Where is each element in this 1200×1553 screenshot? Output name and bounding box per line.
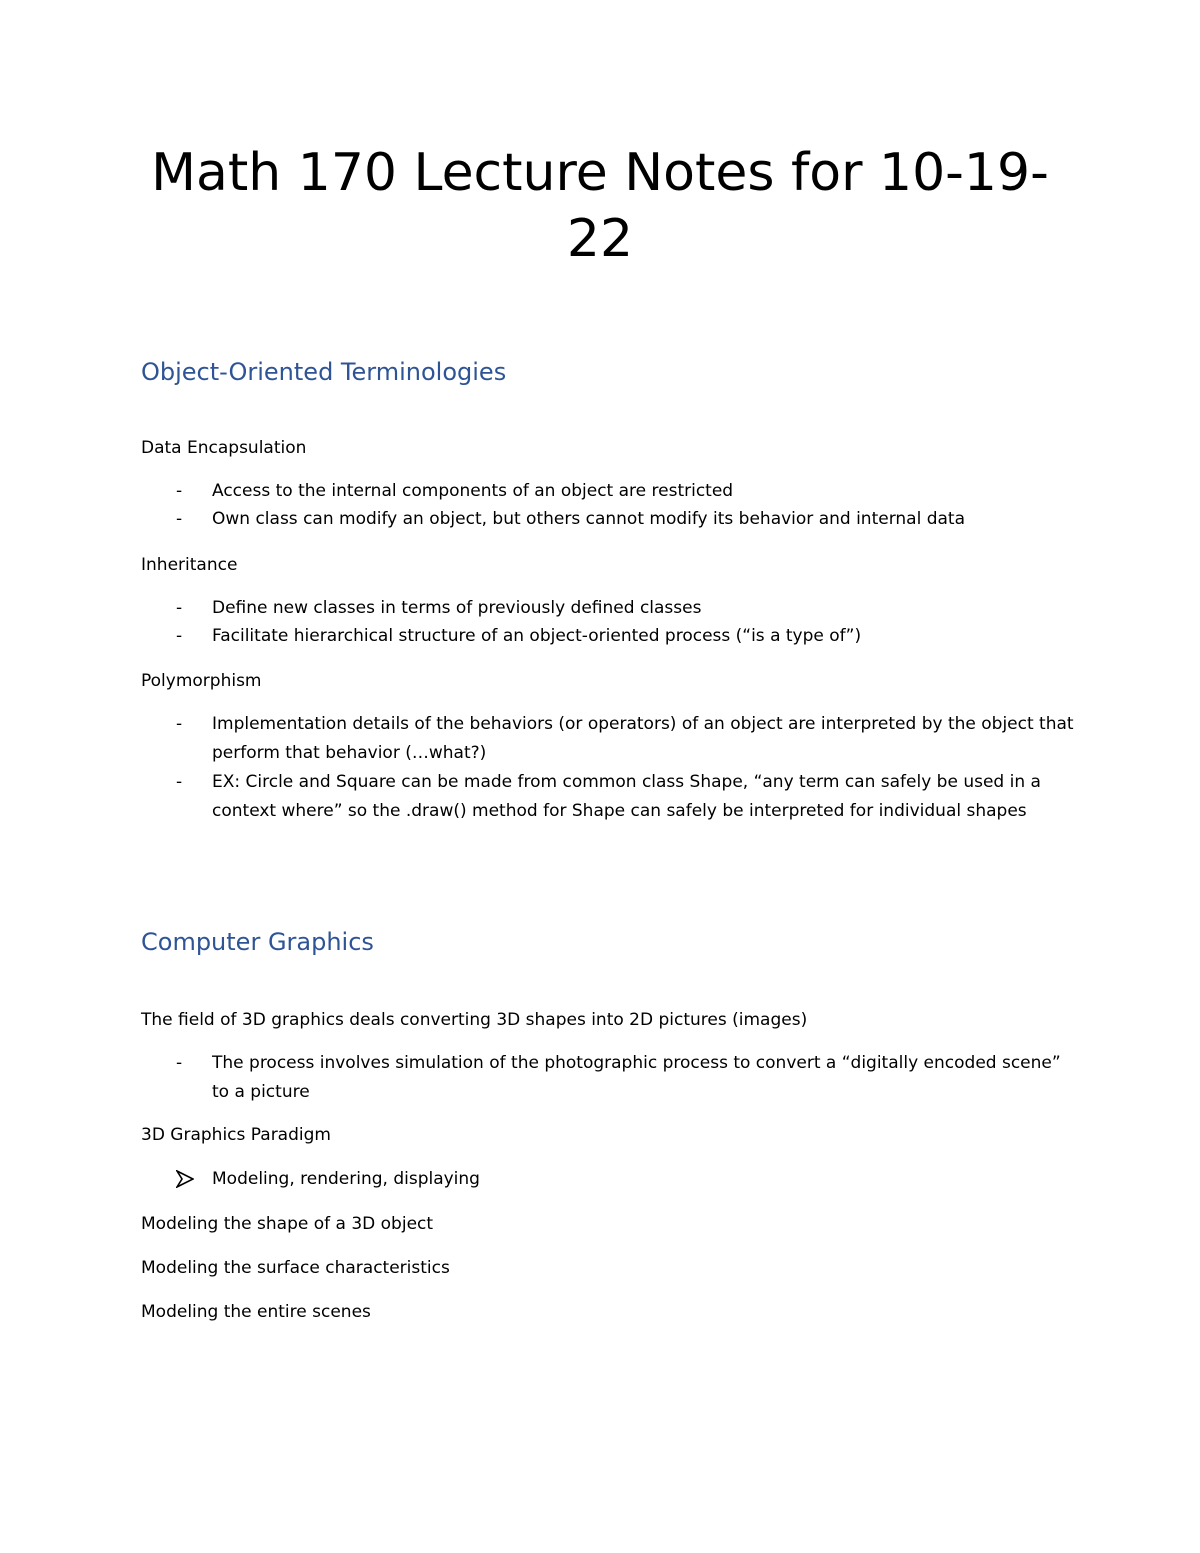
list-item xyxy=(176,477,1076,506)
list-item-text: Own class can modify an object, but others cannot modify its behavior and internal data xyxy=(212,509,965,529)
list-item xyxy=(176,768,1076,825)
dash-marker: - xyxy=(176,509,183,529)
list-item-text: Define new classes in terms of previously defined classes xyxy=(212,598,702,618)
modeling-line: Modeling the shape of a 3D object xyxy=(141,1214,434,1234)
list-item xyxy=(176,710,1076,767)
label-polymorphism: Polymorphism xyxy=(141,671,262,691)
list-item xyxy=(176,505,1076,534)
dash-marker: - xyxy=(176,598,183,618)
document-title xyxy=(120,140,1080,272)
list-item xyxy=(176,594,1076,623)
list-item xyxy=(176,622,1076,651)
section-heading-computer-graphics: Computer Graphics xyxy=(141,928,374,956)
dash-marker: - xyxy=(176,626,183,646)
dash-marker: - xyxy=(176,1053,183,1073)
list-item-text: Access to the internal components of an object are restricted xyxy=(212,481,734,501)
list-item-text: The process involves simulation of the photographic process to convert a “digitally encoded scene” to a picture xyxy=(212,1053,1061,1102)
dash-marker: - xyxy=(176,714,183,734)
modeling-line: Modeling the entire scenes xyxy=(141,1302,371,1322)
list-item xyxy=(176,1049,1076,1106)
arrow-bullet-icon xyxy=(176,1170,194,1188)
modeling-line: Modeling the surface characteristics xyxy=(141,1258,450,1278)
label-data-encapsulation: Data Encapsulation xyxy=(141,438,307,458)
label-3d-graphics-paradigm: 3D Graphics Paradigm xyxy=(141,1125,331,1145)
section-heading-oo-terminologies: Object-Oriented Terminologies xyxy=(141,358,507,386)
title-line-2: 22 xyxy=(566,209,634,269)
graphics-intro: The field of 3D graphics deals converting 3D shapes into 2D pictures (images) xyxy=(141,1010,808,1030)
list-item-text: EX: Circle and Square can be made from common class Shape, “any term can safely be used in a context where” so the .draw() method for Shape can safely be interpreted for individual shapes xyxy=(212,772,1041,821)
dash-marker: - xyxy=(176,481,183,501)
list-item xyxy=(176,1165,1076,1194)
list-item-text: Implementation details of the behaviors (or operators) of an object are interpreted by the object that perform that behavior (…what?) xyxy=(212,714,1074,763)
dash-marker: - xyxy=(176,772,183,792)
title-line-1: Math 170 Lecture Notes for 10-19- xyxy=(151,143,1049,203)
list-item-text: Facilitate hierarchical structure of an object-oriented process (“is a type of”) xyxy=(212,626,862,646)
label-inheritance: Inheritance xyxy=(141,555,238,575)
list-item-text: Modeling, rendering, displaying xyxy=(212,1169,480,1189)
